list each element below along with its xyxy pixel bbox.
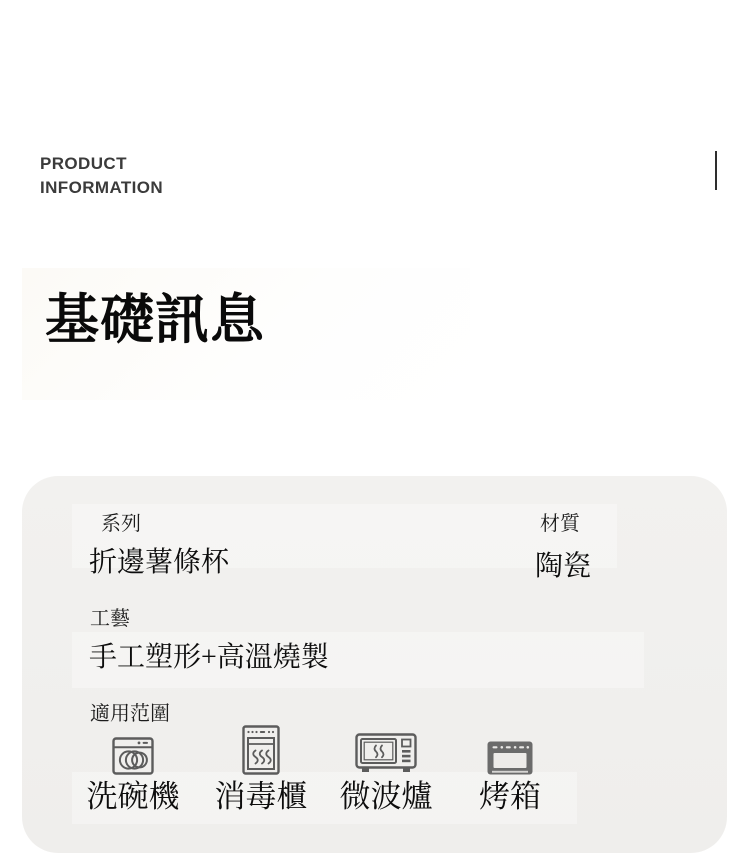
info-card <box>22 476 727 853</box>
microwave-icon <box>355 725 417 775</box>
material-label: 材質 <box>540 513 580 535</box>
appliance-label: 洗碗機 <box>86 779 180 814</box>
series-value: 折邊薯條杯 <box>89 547 230 578</box>
section-title: 基礎訊息 <box>45 290 265 350</box>
appliance-label: 烤箱 <box>479 779 541 814</box>
eyebrow-line-1: PRODUCT <box>40 154 127 173</box>
appliance-label: 微波爐 <box>339 779 433 814</box>
appliance-item-sterilizer <box>191 725 331 815</box>
vertical-divider-line <box>715 151 717 190</box>
eyebrow-line-2: INFORMATION <box>40 178 164 197</box>
appliance-item-microwave <box>316 725 456 815</box>
appliance-item-dishwasher <box>63 725 203 815</box>
sterilizer-cabinet-icon <box>242 725 280 775</box>
craft-value: 手工塑形+高溫燒製 <box>89 642 329 673</box>
eyebrow-heading <box>40 152 163 200</box>
appliance-item-oven <box>440 725 580 815</box>
series-label: 系列 <box>101 513 141 535</box>
dishwasher-icon <box>112 725 154 775</box>
material-value: 陶瓷 <box>535 551 592 582</box>
applicable-range-label: 適用范圍 <box>90 703 170 725</box>
appliance-label: 消毒櫃 <box>214 779 308 814</box>
craft-label: 工藝 <box>90 608 130 630</box>
oven-icon <box>487 725 533 775</box>
